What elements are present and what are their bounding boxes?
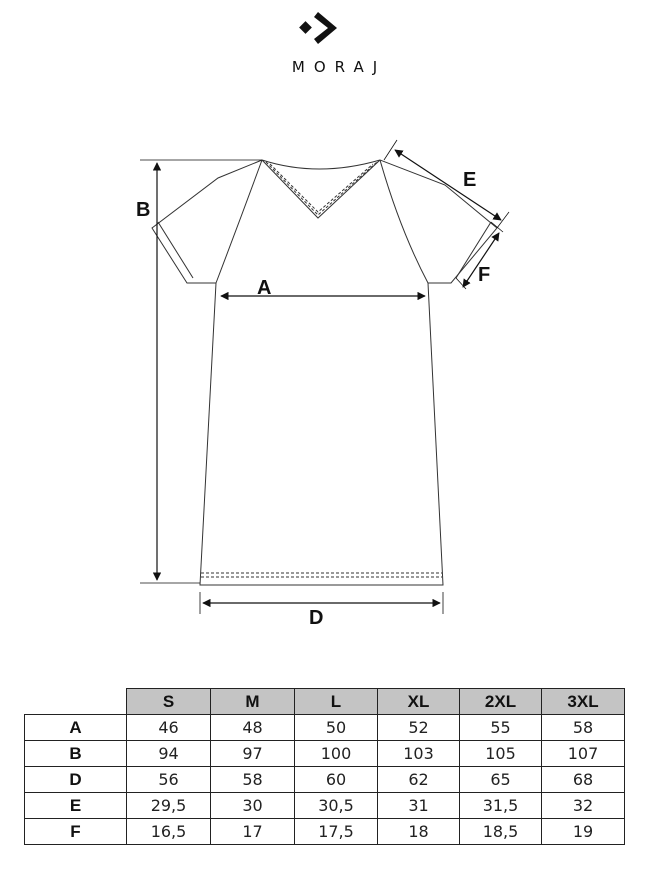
table-cell: 17,5 xyxy=(295,819,378,845)
table-cell: 32 xyxy=(542,793,625,819)
table-cell: 18,5 xyxy=(460,819,542,845)
table-cell: 68 xyxy=(542,767,625,793)
row-header: F xyxy=(25,819,127,845)
label-F: F xyxy=(478,264,491,286)
table-cell: 60 xyxy=(295,767,378,793)
row-header: E xyxy=(25,793,127,819)
table-cell: 50 xyxy=(295,715,378,741)
brand-name: MORAJ xyxy=(291,58,387,76)
row-header: A xyxy=(25,715,127,741)
table-cell: 107 xyxy=(542,741,625,767)
table-row xyxy=(25,819,625,845)
table-cell: 58 xyxy=(211,767,295,793)
table-row xyxy=(25,767,625,793)
table-cell: 103 xyxy=(378,741,460,767)
table-cell: 16,5 xyxy=(127,819,211,845)
table-cell: 55 xyxy=(460,715,542,741)
table-cell: 105 xyxy=(460,741,542,767)
table-cell: 62 xyxy=(378,767,460,793)
table-cell: 100 xyxy=(295,741,378,767)
table-row xyxy=(25,793,625,819)
table-cell: 19 xyxy=(542,819,625,845)
table-cell: 52 xyxy=(378,715,460,741)
table-cell: 58 xyxy=(542,715,625,741)
dress-outline xyxy=(152,160,497,585)
table-cell: 65 xyxy=(460,767,542,793)
column-header: 2XL xyxy=(460,689,542,715)
column-header: S xyxy=(127,689,211,715)
table-cell: 17 xyxy=(211,819,295,845)
table-row xyxy=(25,715,625,741)
table-cell: 18 xyxy=(378,819,460,845)
label-A: A xyxy=(257,277,272,299)
table-cell: 56 xyxy=(127,767,211,793)
size-table xyxy=(24,688,625,845)
size-header-row xyxy=(25,689,625,715)
table-cell: 31,5 xyxy=(460,793,542,819)
table-cell: 29,5 xyxy=(127,793,211,819)
table-corner xyxy=(25,689,127,715)
label-E: E xyxy=(463,169,477,191)
label-B: B xyxy=(136,199,151,221)
table-cell: 94 xyxy=(127,741,211,767)
row-header: B xyxy=(25,741,127,767)
table-cell: 48 xyxy=(211,715,295,741)
column-header: M xyxy=(211,689,295,715)
table-cell: 46 xyxy=(127,715,211,741)
row-header: D xyxy=(25,767,127,793)
table-cell: 97 xyxy=(211,741,295,767)
table-cell: 30 xyxy=(211,793,295,819)
table-cell: 31 xyxy=(378,793,460,819)
column-header: XL xyxy=(378,689,460,715)
table-cell: 30,5 xyxy=(295,793,378,819)
table-row xyxy=(25,741,625,767)
column-header: L xyxy=(295,689,378,715)
column-header: 3XL xyxy=(542,689,625,715)
label-D: D xyxy=(309,607,324,629)
measurement-lines xyxy=(140,140,509,614)
